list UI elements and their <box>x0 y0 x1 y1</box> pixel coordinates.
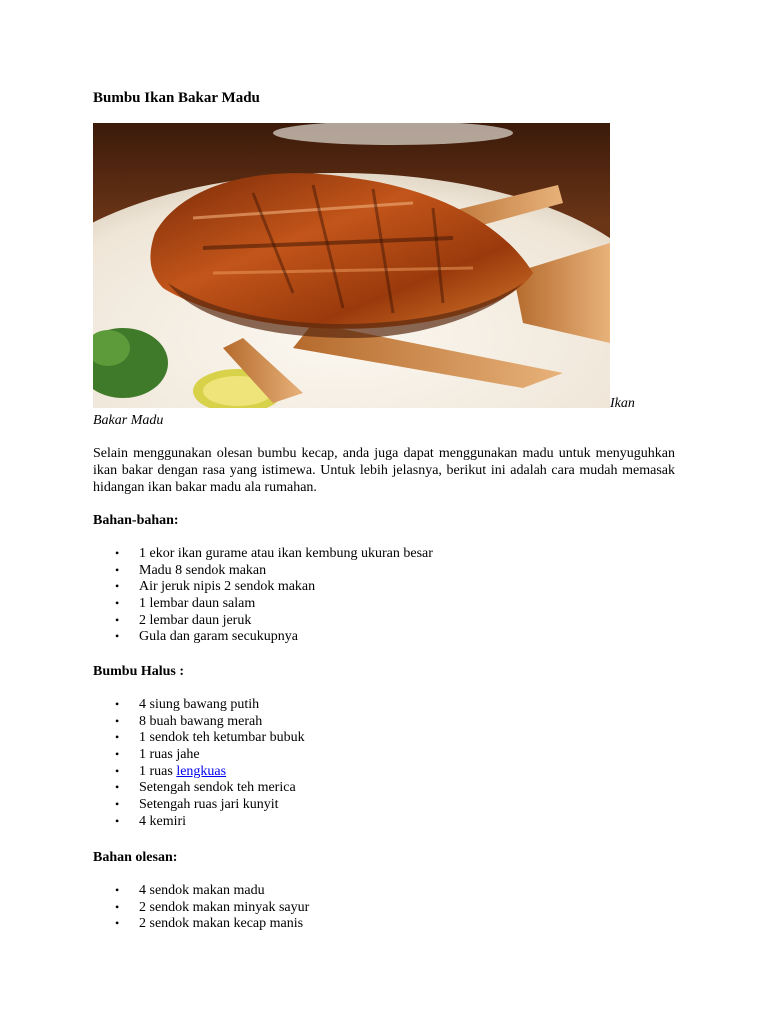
bahan-olesan-heading: Bahan olesan: <box>93 850 178 865</box>
list-item: • 1 ruas jahe <box>115 747 200 763</box>
bahan-olesan-list <box>93 882 675 932</box>
document-title: Bumbu Ikan Bakar Madu <box>93 90 260 106</box>
list-item: • 8 buah bawang merah <box>115 713 263 729</box>
bumbu-halus-heading: Bumbu Halus : <box>93 664 185 679</box>
list-item: • 1 sendok teh ketumbar bubuk <box>115 730 305 746</box>
list-item: • Setengah ruas jari kunyit <box>115 797 279 813</box>
list-item: • 1 lembar daun salam <box>115 596 256 612</box>
list-item: • 1 ruas lengkuas <box>115 763 227 779</box>
fish-photo <box>93 123 610 408</box>
list-item: • 2 lembar daun jeruk <box>115 612 252 628</box>
list-item: • Setengah sendok teh merica <box>115 780 296 796</box>
list-item: • Gula dan garam secukupnya <box>115 629 298 645</box>
list-item: • 2 sendok makan minyak sayur <box>115 899 310 915</box>
image-caption: Ikan <box>610 396 635 411</box>
bumbu-halus-list <box>93 696 675 830</box>
list-item: • 1 ekor ikan gurame atau ikan kembung ukuran besar <box>115 546 433 561</box>
list-item: • Madu 8 sendok makan <box>115 562 267 578</box>
list-item: • 4 siung bawang putih <box>115 697 260 712</box>
list-item: • 2 sendok makan kecap manis <box>115 916 304 932</box>
list-item: • 4 sendok makan madu <box>115 883 265 898</box>
list-item: • Air jeruk nipis 2 sendok makan <box>115 579 316 595</box>
figure <box>93 123 675 428</box>
bahan-list <box>93 545 675 645</box>
intro-paragraph: Selain menggunakan olesan bumbu kecap, anda juga dapat menggunakan madu untuk menyuguhkan ikan bakar dengan rasa yang istimewa. Untuk lebih jelasnya, berikut ini adalah cara mudah memasak hidangan ikan bakar madu ala rumahan. <box>93 446 675 495</box>
lengkuas-link[interactable]: lengkuas <box>176 763 227 779</box>
bahan-heading: Bahan-bahan: <box>93 513 179 528</box>
list-item: • 4 kemiri <box>115 813 187 829</box>
image-caption-continued: Bakar Madu <box>93 413 164 428</box>
